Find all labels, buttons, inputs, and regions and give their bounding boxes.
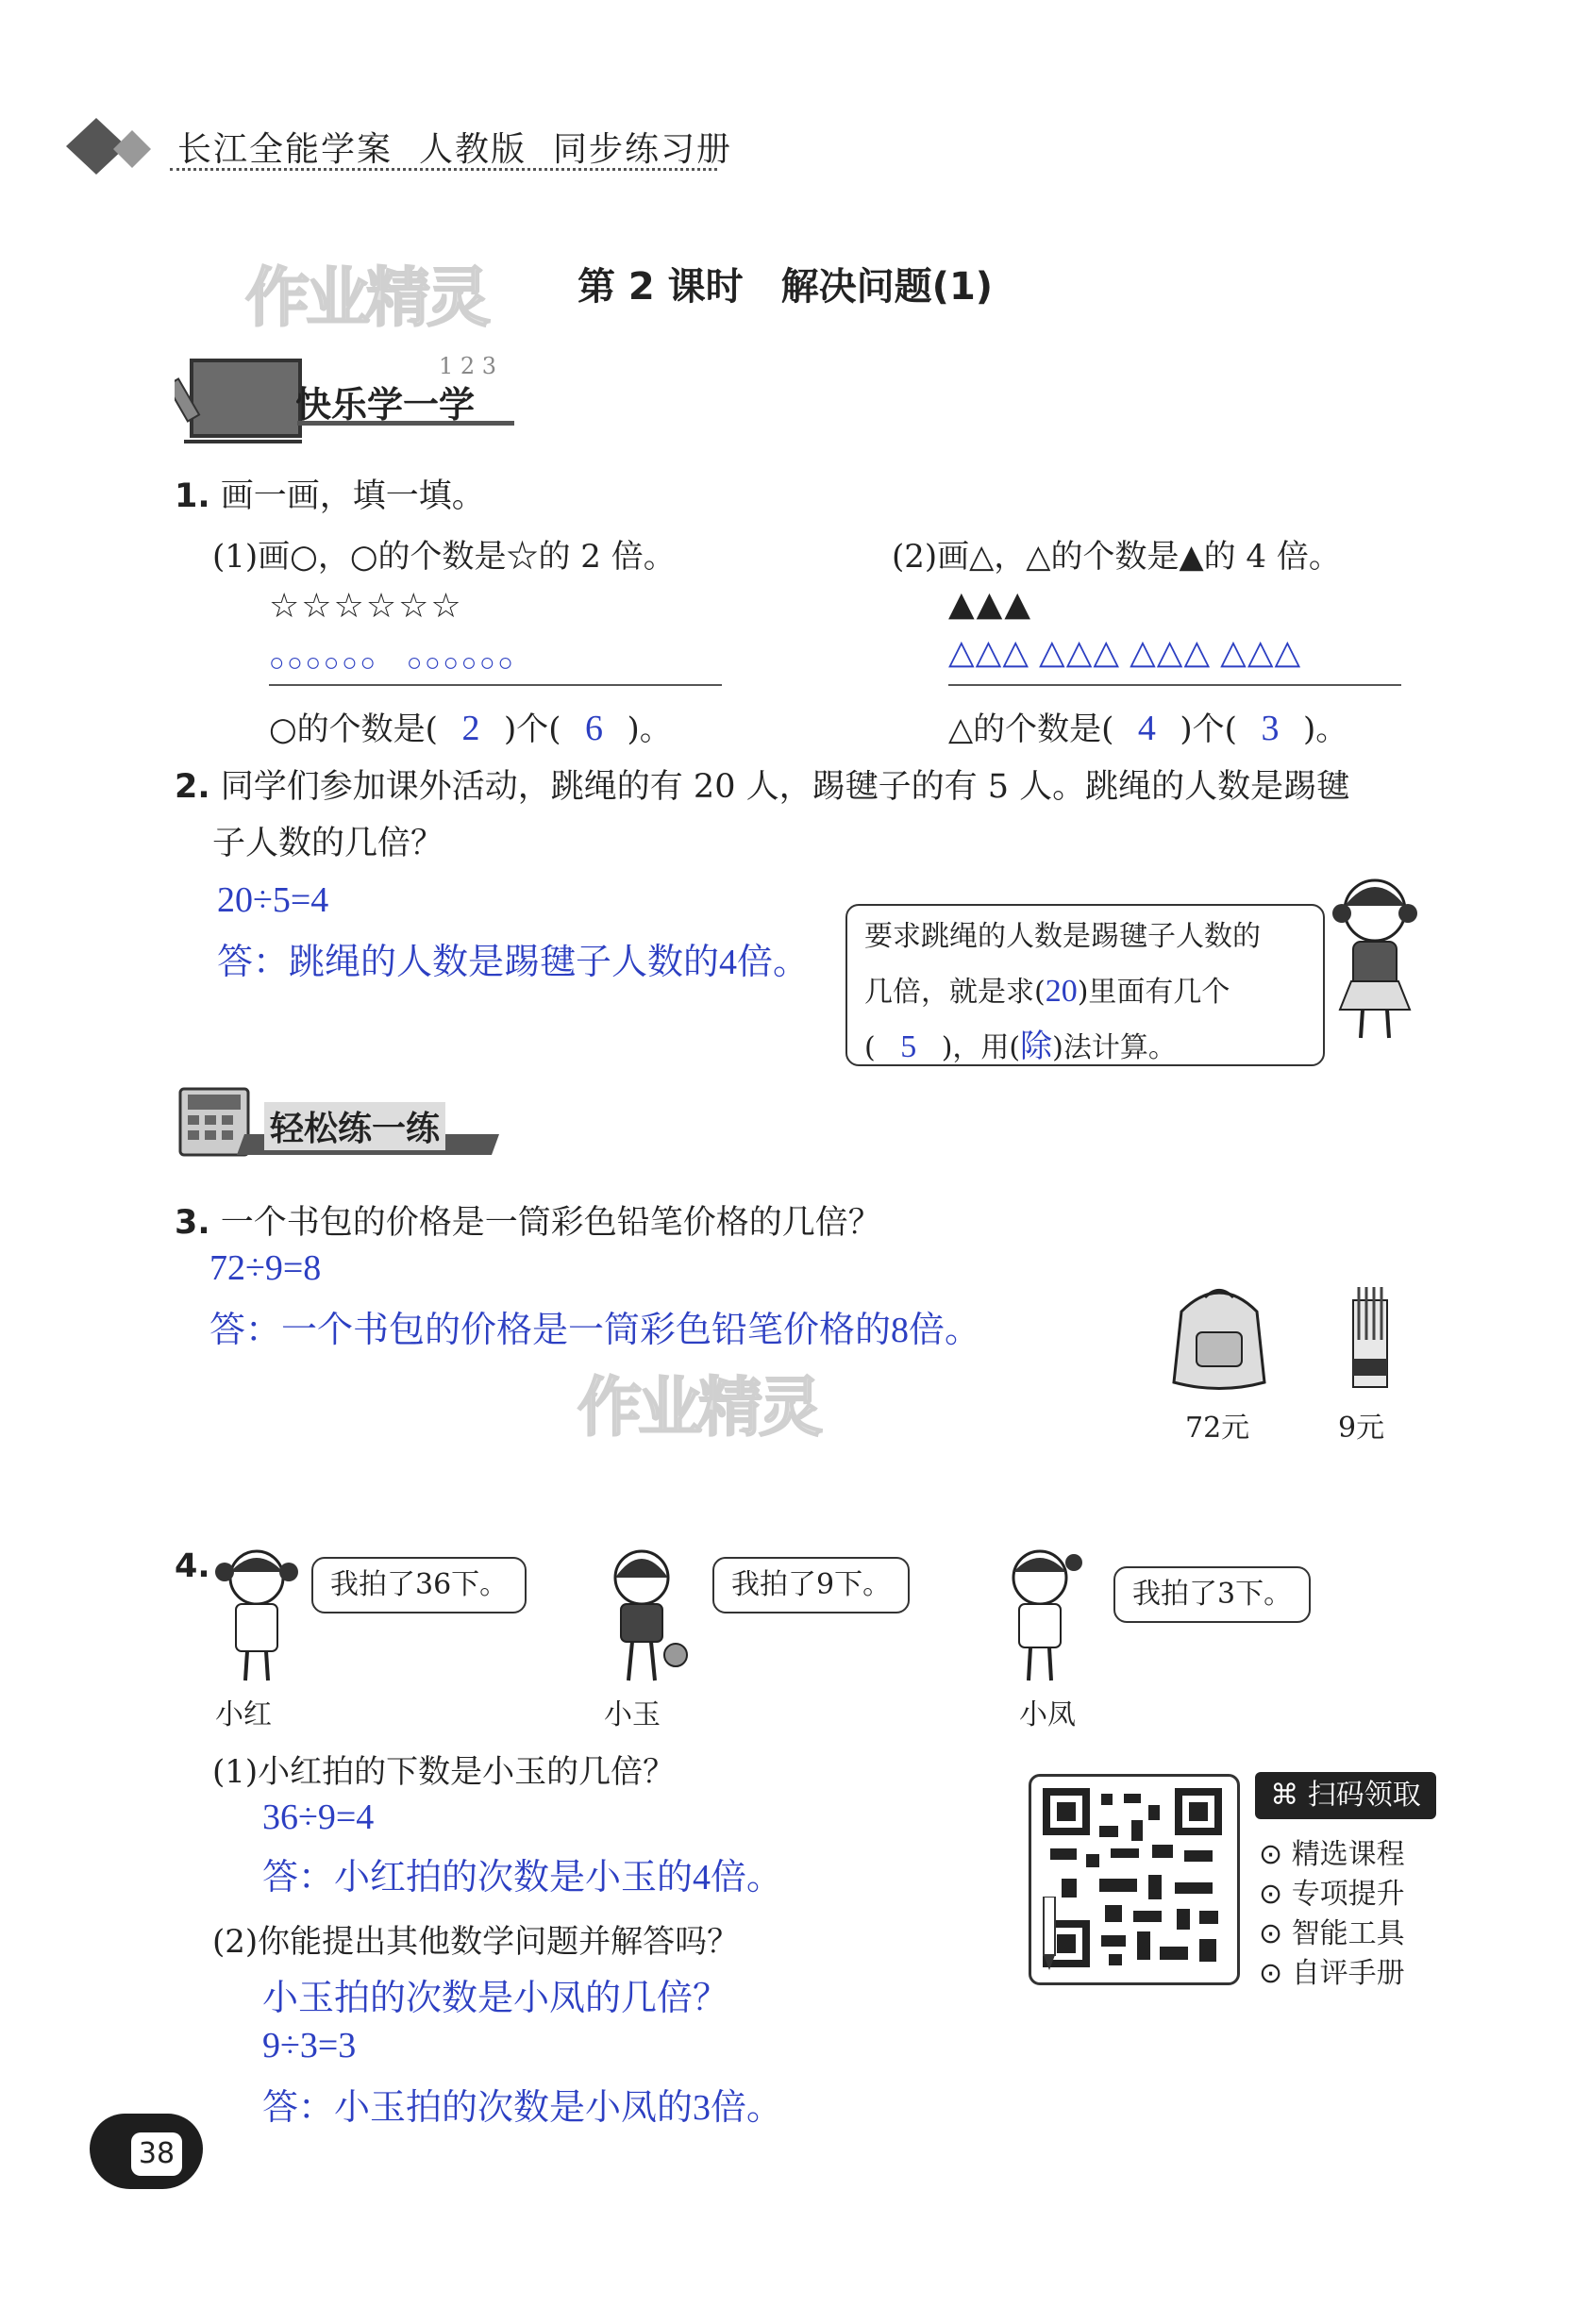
watermark: 作业精灵 — [245, 261, 488, 336]
q1-text: 画一画，填一填。 — [220, 477, 485, 515]
qr-code-icon — [1043, 1788, 1222, 1967]
pencil-price: 9元 — [1338, 1412, 1385, 1445]
q1-part1-prompt: (1)画○，○的个数是☆的 2 倍。 — [212, 538, 676, 576]
q2-hint-line2: 几倍，就是求(20)里面有几个 — [864, 974, 1230, 1009]
kid-xiaoyu-illustration — [594, 1544, 698, 1685]
q2-hint-line1: 要求跳绳的人数是踢毽子人数的 — [864, 920, 1261, 953]
section-practice-label: 轻松练一练 — [264, 1102, 445, 1150]
lesson-title: 第 2 课时 解决问题(1) — [577, 265, 994, 309]
blackboard-icon — [175, 355, 307, 449]
kid-xiaofeng-name: 小凤 — [1019, 1698, 1076, 1731]
q2-hint-fill2: 5 — [900, 1029, 917, 1064]
header-book: 同步练习册 — [553, 130, 733, 169]
q2-hint-bubble — [845, 904, 1325, 1066]
q1-part1-stars: ☆☆☆☆☆☆ — [269, 587, 463, 626]
header-logo — [59, 113, 162, 179]
q4-part2-answer: 答：小玉拍的次数是小凤的3倍。 — [262, 2088, 783, 2128]
q1-part2-fill-mid: )个( — [1180, 711, 1237, 748]
q3-calc: 72÷9=8 — [209, 1248, 322, 1288]
girl-illustration — [1323, 868, 1427, 1047]
q2-stem-line2: 子人数的几倍？ — [212, 825, 444, 862]
q1-part1-fill — [269, 703, 672, 749]
qr-feature-2: ⊙ 专项提升 — [1259, 1878, 1405, 1911]
q4-part1-prompt: (1)小红拍的下数是小玉的几倍？ — [212, 1753, 676, 1791]
q2-answer: 答：跳绳的人数是踢毽子人数的4倍。 — [217, 943, 810, 982]
header-divider — [170, 168, 717, 171]
qr-feature-1: ⊙ 精选课程 — [1259, 1838, 1405, 1871]
q3-text: 一个书包的价格是一筒彩色铅笔价格的几倍？ — [220, 1204, 881, 1242]
q1-part1-fill-mid: )个( — [503, 711, 561, 748]
q2-number: 2. — [175, 768, 210, 806]
kid-xiaofeng-illustration — [993, 1544, 1087, 1685]
q2-stem-line1 — [175, 761, 1349, 808]
q2-hint-line3: ( 5 )，用(除)法计算。 — [864, 1020, 1306, 1076]
header-series: 长江全能学案 — [177, 130, 393, 169]
q4-part1-answer: 答：小红拍的次数是小玉的4倍。 — [262, 1858, 783, 1898]
pencil-icon — [1038, 1897, 1061, 1972]
header-edition: 人教版 — [419, 130, 527, 169]
q4-part2-calc: 9÷3=3 — [262, 2026, 357, 2065]
numbers-decoration: 1 2 3 — [439, 353, 497, 379]
q1-part2-drawn-triangles: △△△ △△△ △△△ △△△ — [948, 633, 1302, 671]
q1-part2-fill-suffix: )。 — [1302, 711, 1348, 748]
q1-part2-fill — [948, 703, 1347, 749]
section-practice-banner — [175, 1085, 495, 1161]
kid-xiaoyu-name: 小玉 — [604, 1698, 661, 1731]
bag-price: 72元 — [1185, 1412, 1250, 1445]
kid-xiaoyu-bubble: 我拍了9下。 — [712, 1557, 910, 1613]
q3-stem — [175, 1196, 881, 1244]
kid-xiaohong-bubble: 我拍了36下。 — [311, 1557, 527, 1613]
q1-part2-answer-a: 4 — [1137, 709, 1156, 748]
kid-xiaofeng-bubble: 我拍了3下。 — [1113, 1566, 1311, 1623]
scan-tag-label: 扫码领取 — [1307, 1779, 1421, 1812]
kid-xiaohong-name: 小红 — [215, 1698, 272, 1731]
q3-answer: 答：一个书包的价格是一筒彩色铅笔价格的8倍。 — [209, 1311, 981, 1350]
q4-part2-prompt: (2)你能提出其他数学问题并解答吗？ — [212, 1923, 740, 1961]
page-number-badge — [90, 2114, 203, 2189]
q1-part2-underline — [948, 684, 1401, 686]
q1-part2-prompt: (2)画△，△的个数是▲的 4 倍。 — [892, 538, 1341, 576]
q1-number: 1. — [175, 477, 210, 515]
diamond-logo-icon — [59, 113, 162, 179]
scan-to-claim-tag[interactable] — [1255, 1772, 1436, 1819]
q1-stem — [175, 470, 485, 517]
q1-part2-answer-b: 3 — [1261, 709, 1280, 748]
q1-part1-answer-a: 2 — [461, 709, 480, 748]
q4-part2-question: 小玉拍的次数是小凤的几倍？ — [262, 1979, 729, 2018]
q4-part1-calc: 36÷9=4 — [262, 1797, 375, 1837]
scan-icon: ⌘ — [1270, 1779, 1299, 1812]
q2-calc: 20÷5=4 — [217, 880, 329, 920]
q1-part2-fill-prefix: △的个数是( — [948, 711, 1114, 748]
q1-part1-fill-suffix: )。 — [627, 711, 672, 748]
kid-xiaohong-illustration — [209, 1544, 304, 1685]
q4-number: 4. — [175, 1547, 210, 1585]
qr-feature-4: ⊙ 自评手册 — [1259, 1957, 1405, 1990]
page-number: 38 — [131, 2132, 182, 2176]
watermark-2: 作业精灵 — [577, 1371, 820, 1446]
backpack-icon — [1153, 1274, 1285, 1396]
header-title — [177, 123, 759, 171]
q1-part1-underline — [269, 684, 722, 686]
q1-part2-triangles: ▲▲▲ — [948, 585, 1033, 624]
q2-hint-fill1: 20 — [1045, 974, 1078, 1009]
q1-part1-fill-prefix: ○的个数是( — [269, 711, 438, 748]
pencil-box-icon — [1342, 1283, 1398, 1396]
q3-number: 3. — [175, 1204, 210, 1242]
q2-hint-fill3: 除 — [1020, 1029, 1053, 1064]
section-learn-label: 快乐学一学 — [295, 384, 476, 426]
qr-feature-3: ⊙ 智能工具 — [1259, 1917, 1405, 1950]
q2-text-line1: 同学们参加课外活动，跳绳的有 20 人，踢毽子的有 5 人。跳绳的人数是踢毽 — [220, 768, 1350, 806]
section-learn-banner — [175, 355, 514, 449]
q1-part1-drawn-circles: ○○○○○○ ○○○○○○ — [269, 648, 516, 677]
q1-part1-answer-b: 6 — [584, 709, 603, 748]
